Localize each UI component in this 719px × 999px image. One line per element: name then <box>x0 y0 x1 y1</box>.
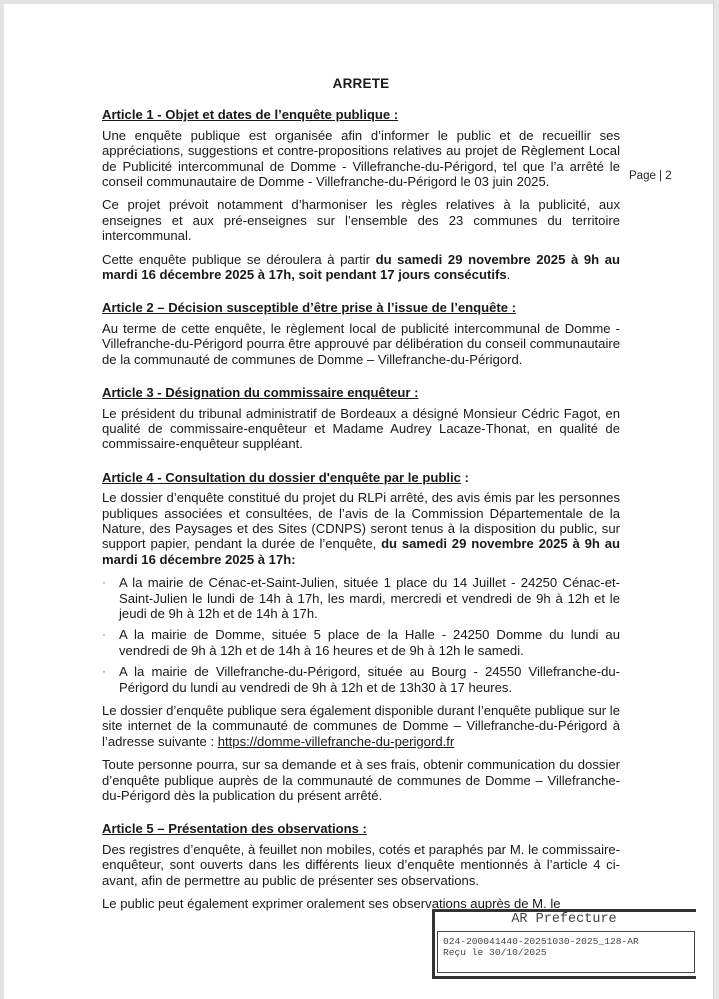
page-frame-right <box>713 0 719 999</box>
article-1-paragraph: Une enquête publique est organisée afin d’informer le public et de recueillir ses appréciations, suggestions et contre-propositions relatives au projet de Règlement Local de Publicité intercommunal de Domme - Villefranche-du-Périgord, tel que l’a arrêté le conseil communautaire de Domme - Villefranche-du-Périgord le 03 juin 2025. <box>102 127 620 190</box>
location-list <box>102 575 620 695</box>
article-1-paragraph: Ce projet prévoit notamment d’harmoniser les règles relatives à la publicité, aux enseignes et aux pré-enseignes sur l’ensemble des 23 communes du territoire intercommunal. <box>102 197 620 244</box>
location-item: · A la mairie de Villefranche-du-Périgord, située au Bourg - 24550 Villefranche-du-Périgord du lundi au vendredi de 9h à 12h et de 13h30 à 17 heures. <box>102 664 620 695</box>
article-5 <box>102 821 620 911</box>
page-frame-left <box>0 0 4 999</box>
article-1-dates: Cette enquête publique se déroulera à partir du samedi 29 novembre 2025 à 9h au mardi 16 décembre 2025 à 17h, soit pendant 17 jours consécutifs. <box>102 251 621 283</box>
article-3-paragraph: Le président du tribunal administratif de Bordeaux a désigné Monsieur Cédric Fagot, en qualité de commissaire-enquêteur et Madame Audrey Lacaze-Thonat, en qualité de commissaire-enquêteur suppléant. <box>102 405 620 452</box>
article-5-heading: Article 5 – Présentation des observations : <box>102 821 367 837</box>
article-1-heading: Article 1 - Objet et dates de l’enquête publique : <box>102 107 399 123</box>
article-3 <box>102 385 620 452</box>
article-4-online: Le dossier d’enquête publique sera également disponible durant l’enquête publique sur le site internet de la communauté de communes de Domme – Villefranche-du-Périgord à l’adresse suivante : https://domme-villefranche-du-perigord.fr <box>102 703 620 749</box>
document-title: ARRETE <box>332 76 390 91</box>
stamp-reference: 024-200041440-20251030-2025_128-AR <box>443 936 639 947</box>
article-2-paragraph: Au terme de cette enquête, le règlement local de publicité intercommunal de Domme - Villefranche-du-Périgord pourra être approuvé par délibération du conseil communautaire de la communauté de communes de Domme – Villefranche-du-Périgord. <box>102 320 620 367</box>
article-2 <box>102 300 620 367</box>
location-item: · A la mairie de Cénac-et-Saint-Julien, située 1 place du 14 Juillet - 24250 Cénac-et-Saint-Julien le lundi de 14h à 17h, les mardi, mercredi et vendredi de 9h à 12h et le jeudi de 9h à 12h et de 14h à 17h. <box>102 575 620 621</box>
article-5-paragraph: Le public peut également exprimer oralement ses observations auprès de M. le <box>102 896 561 912</box>
article-3-heading: Article 3 - Désignation du commissaire enquêteur : <box>102 385 419 401</box>
article-4 <box>102 470 620 804</box>
stamp-received-date: Reçu le 30/10/2025 <box>443 947 547 958</box>
location-item: · A la mairie de Domme, située 5 place de la Halle - 24250 Domme du lundi au vendredi de 9h à 12h et de 14h à 16 heures et de 9h à 12h le samedi. <box>102 627 620 658</box>
article-4-intro: Le dossier d’enquête constitué du projet du RLPi arrêté, des avis émis par les personnes publiques associées et consultées, de l’avis de la Commission Départementale de la Nature, des Paysages et des Sites (CDNPS) seront tenus à la disposition du public, sur support papier, pendant la durée de l’enquête, du samedi 29 novembre 2025 à 9h au mardi 16 décembre 2025 à 17h: <box>102 490 620 567</box>
article-1 <box>102 107 620 282</box>
article-4-request: Toute personne pourra, sur sa demande et à ses frais, obtenir communication du dossier d’enquête publique auprès de la communauté de communes de Domme – Villefranche-du-Périgord dès la publication du présent arrêté. <box>102 757 620 804</box>
document-body <box>102 76 620 929</box>
article-4-heading: Article 4 - Consultation du dossier d'enquête par le public : <box>102 469 469 485</box>
article-2-heading: Article 2 – Décision susceptible d’être prise à l’issue de l’enquête : <box>102 300 517 316</box>
page-number: Page | 2 <box>629 170 672 182</box>
page-frame-top <box>0 0 719 4</box>
prefecture-stamp-box <box>437 931 695 973</box>
stamp-title: AR Prefecture <box>511 912 617 927</box>
article-5-paragraph: Des registres d’enquête, à feuillet non mobiles, cotés et paraphés par M. le commissaire-enquêteur, sont ouverts dans les différents lieux d’enquête mentionnés à l’article 4 ci-avant, afin de permettre au public de présenter ses observations. <box>102 841 620 888</box>
website-link[interactable]: https://domme-villefranche-du-perigord.fr <box>217 733 455 749</box>
